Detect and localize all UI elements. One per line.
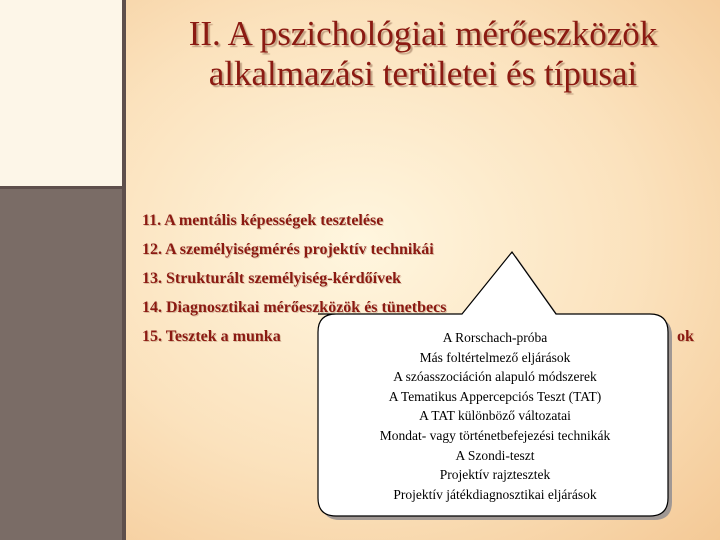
topic-item: 13. Strukturált személyiség-kérdőívek — [142, 270, 402, 287]
callout-line: Projektív játékdiagnosztikai eljárások — [393, 486, 597, 502]
callout-line: A szóasszociáción alapuló módszerek — [393, 369, 597, 385]
callout-line: A Rorschach-próba — [442, 330, 548, 345]
topic-item-trailing-text: ok — [677, 328, 694, 345]
callout-text — [325, 328, 665, 504]
topic-item: 14. Diagnosztikai mérőeszközök és tünetbecs — [142, 299, 447, 316]
callout-line: A TAT különböző változatai — [419, 408, 571, 424]
slide-title-line-2: alkalmazási területei és típusai — [208, 54, 638, 93]
topic-item: 12. A személyiségmérés projektív technikái — [142, 241, 434, 258]
topic-item: 11. A mentális képességek tesztelése — [142, 212, 384, 229]
callout-line: Más foltértelmező eljárások — [419, 349, 571, 365]
callout-line: A Tematikus Appercepciós Teszt (TAT) — [388, 388, 602, 404]
callout-line: Projektív rajztesztek — [439, 467, 551, 483]
callout-line: Mondat- vagy történetbefejezési technikák — [379, 427, 611, 443]
slide-title-line-1: II. A pszichológiai mérőeszközök — [188, 14, 658, 53]
callout-line: A Szondi-teszt — [455, 447, 535, 463]
topic-item: 15. Tesztek a munka — [142, 328, 281, 345]
